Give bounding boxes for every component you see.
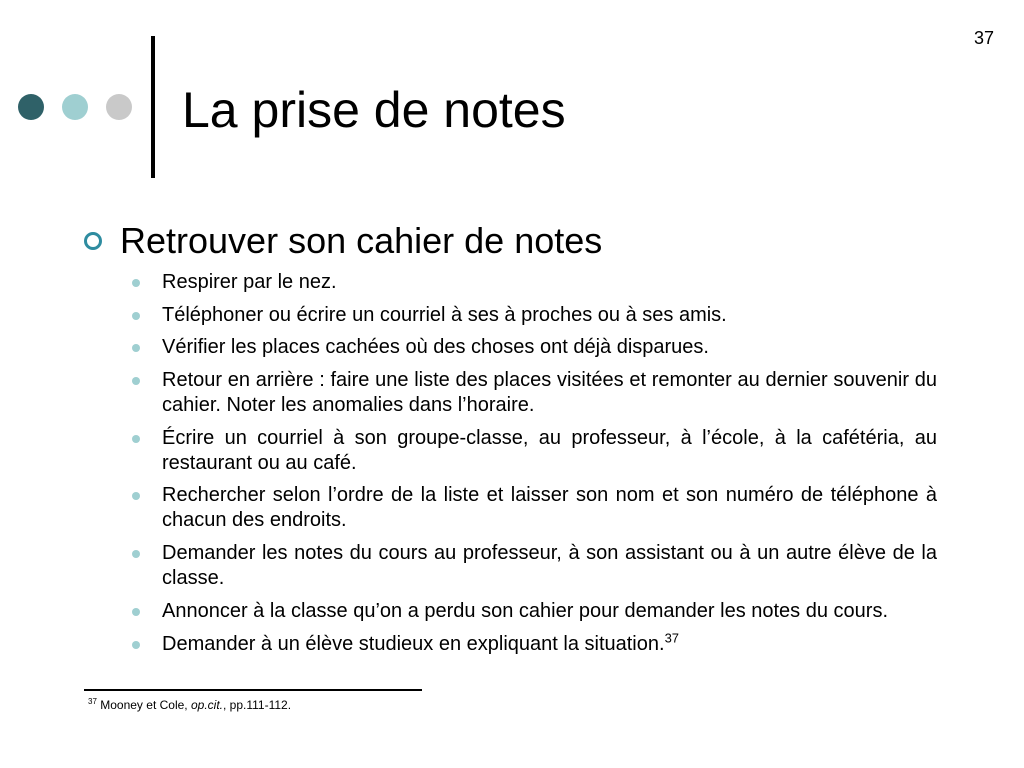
bullet-item (132, 599, 937, 624)
gray-dot-icon (106, 94, 132, 120)
dark-dot-icon (18, 94, 44, 120)
footnote-reference: 37 (664, 629, 680, 645)
bullet-dot-icon (132, 608, 140, 616)
bullet-dot-icon (132, 344, 140, 352)
bullet-item (132, 303, 937, 328)
light-teal-dot-icon (62, 94, 88, 120)
bullet-dot-icon (132, 550, 140, 558)
bullet-dot-icon (132, 641, 140, 649)
bullet-text: Téléphoner ou écrire un courriel à ses à proches ou à ses amis. (162, 303, 727, 326)
bullet-text: Écrire un courriel à son groupe-classe, au professeur, à l’école, à la cafétéria, au restaurant ou au café. (162, 426, 937, 474)
bullet-list (132, 270, 937, 664)
bullet-item (132, 426, 937, 476)
bullet-text: Annoncer à la classe qu’on a perdu son cahier pour demander les notes du cours. (162, 599, 889, 622)
bullet-dot-icon (132, 377, 140, 385)
bullet-item (132, 629, 937, 657)
bullet-item (132, 270, 937, 295)
bullet-text: Demander les notes du cours au professeur, à son assistant ou à un autre élève de la classe. (162, 542, 937, 590)
ring-bullet-icon (84, 232, 102, 250)
level1-item (80, 218, 602, 264)
footnote-separator (84, 689, 422, 691)
bullet-dot-icon (132, 312, 140, 320)
bullet-item (132, 335, 937, 360)
bullet-text: Retour en arrière : faire une liste des places visitées et remonter au dernier souvenir du cahier. Noter les anomalies dans l’horaire. (162, 369, 937, 417)
bullet-item (132, 483, 937, 533)
bullet-dot-icon (132, 279, 140, 287)
bullet-text: Rechercher selon l’ordre de la liste et laisser son nom et son numéro de téléphone à chacun des endroits. (162, 484, 937, 532)
level1-text: Retrouver son cahier de notes (120, 220, 603, 261)
bullet-dot-icon (132, 435, 140, 443)
footnote-text-after: , pp.111-112. (222, 698, 292, 712)
bullet-text: Vérifier les places cachées où des choses ont déjà disparues. (162, 336, 709, 359)
footnote (88, 697, 291, 713)
slide-title: La prise de notes (182, 82, 566, 138)
bullet-item (132, 541, 937, 591)
title-divider (151, 36, 155, 178)
page-number: 37 (973, 28, 994, 48)
footnote-number: 37 (88, 697, 97, 706)
footnote-italic: op.cit. (190, 698, 223, 712)
footnote-text-before: Mooney et Cole, (96, 698, 191, 712)
bullet-text: Demander à un élève studieux en expliquant la situation. (162, 632, 665, 655)
bullet-item (132, 368, 937, 418)
bullet-text: Respirer par le nez. (162, 271, 337, 293)
bullet-dot-icon (132, 492, 140, 500)
